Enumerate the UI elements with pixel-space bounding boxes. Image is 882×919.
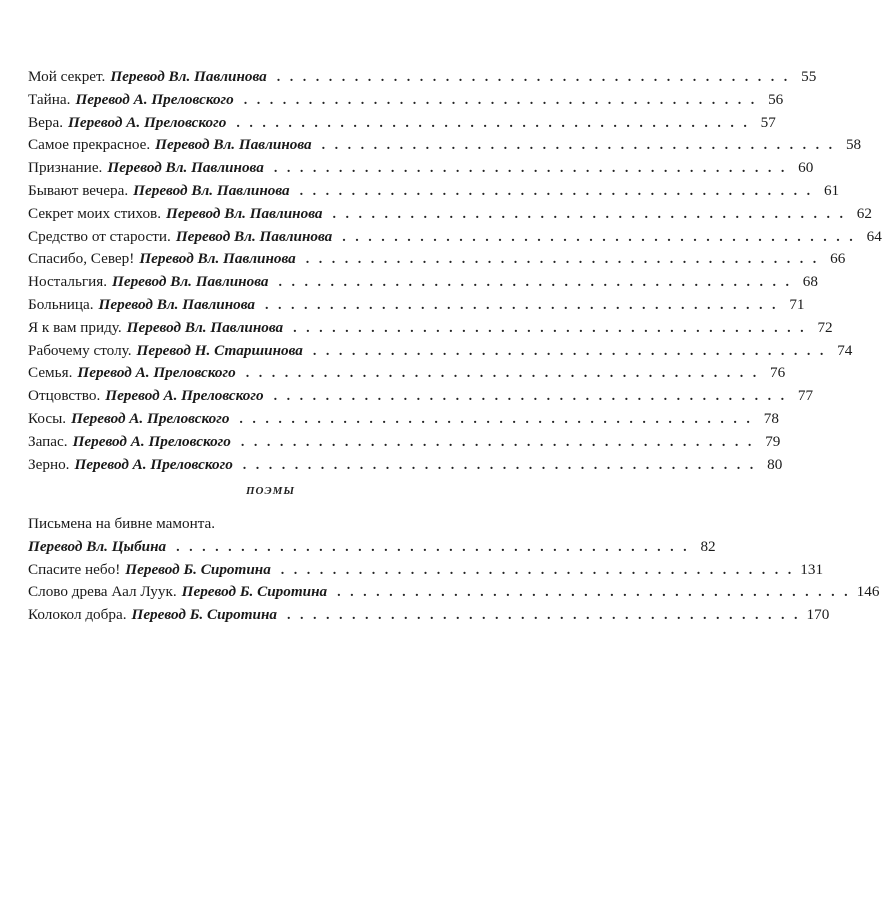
dot-leader: . . . . . . . . . . . . . . . . . . . . . . . . . . . . . . . . . . . . . . . . bbox=[245, 366, 760, 382]
toc-entry-title: Отцовство. bbox=[28, 387, 101, 405]
toc-entry bbox=[28, 294, 805, 317]
toc-entry-translator: Перевод А. Преловского bbox=[74, 455, 233, 473]
toc-entry-page: 61 bbox=[823, 181, 840, 199]
toc-entry-page: 131 bbox=[800, 560, 824, 578]
toc-entry bbox=[28, 536, 716, 559]
toc-entry-page: 80 bbox=[767, 455, 783, 473]
toc-entry bbox=[28, 134, 862, 157]
toc-entry-translator: Перевод А. Преловского bbox=[71, 409, 230, 427]
toc-entry-title: Запас. bbox=[28, 432, 68, 450]
toc-entry-translator: Перевод А. Преловского bbox=[75, 90, 234, 108]
toc-entry bbox=[28, 66, 817, 89]
toc-entry-title: Средство от старости. bbox=[28, 227, 171, 245]
dot-leader: . . . . . . . . . . . . . . . . . . . . . . . . . . . . . . . . . . . . . . . . bbox=[236, 115, 750, 131]
toc-entry-translator: Перевод Вл. Павлинова bbox=[126, 318, 284, 336]
toc-entry bbox=[28, 340, 853, 363]
section-heading-poems: ПОЭМЫ bbox=[245, 485, 296, 497]
dot-leader: . . . . . . . . . . . . . . . . . . . . . . . . . . . . . . . . . . . . . . . . bbox=[287, 608, 801, 624]
toc-entry-page: 56 bbox=[768, 90, 784, 108]
toc-entry bbox=[28, 203, 872, 226]
dot-leader: . . . . . . . . . . . . . . . . . . . . . . . . . . . . . . . . . . . . . . . . bbox=[242, 457, 757, 473]
toc-entry-page: 66 bbox=[830, 250, 846, 268]
toc-entry-translator: Перевод Н. Старшинова bbox=[136, 341, 303, 359]
poems-contents bbox=[28, 513, 880, 627]
toc-entry-title: Признание. bbox=[28, 159, 103, 177]
dot-leader: . . . . . . . . . . . . . . . . . . . . . . . . . . . . . . . . . . . . . . . . bbox=[299, 183, 814, 199]
dot-leader: . . . . . . . . . . . . . . . . . . . . . . . . . . . . . . . . . . . . . . . . bbox=[337, 585, 851, 601]
dot-leader: . . . . . . . . . . . . . . . . . . . . . . . . . . . . . . . . . . . . . . . . bbox=[273, 161, 788, 177]
toc-entry-title: Ностальгия. bbox=[28, 273, 108, 291]
toc-entry-translator: Перевод А. Преловского bbox=[72, 432, 231, 450]
toc-entry bbox=[28, 112, 776, 135]
toc-entry bbox=[28, 180, 840, 203]
toc-entry-page: 55 bbox=[801, 68, 817, 85]
toc-entry bbox=[28, 226, 882, 249]
dot-leader: . . . . . . . . . . . . . . . . . . . . . . . . . . . . . . . . . . . . . . . . bbox=[280, 562, 795, 578]
dot-leader: . . . . . . . . . . . . . . . . . . . . . . . . . . . . . . . . . . . . . . . . bbox=[243, 92, 758, 108]
dot-leader: . . . . . . . . . . . . . . . . . . . . . . . . . . . . . . . . . . . . . . . . bbox=[312, 343, 827, 359]
toc-entry-title: Спасибо, Север! bbox=[28, 250, 135, 268]
toc-entry-translator: Перевод Вл. Цыбина bbox=[28, 537, 167, 555]
toc-entry-page: 60 bbox=[798, 159, 814, 177]
toc-entry-title: Колокол добра. bbox=[28, 606, 127, 624]
toc-entry-translator: Перевод Вл. Павлинова bbox=[110, 68, 267, 85]
toc-entry-page: 74 bbox=[837, 341, 853, 359]
dot-leader: . . . . . . . . . . . . . . . . . . . . . . . . . . . . . . . . . . . . . . . . bbox=[273, 389, 788, 405]
dot-leader: . . . . . . . . . . . . . . . . . . . . . . . . . . . . . . . . . . . . . . . . bbox=[321, 138, 836, 154]
toc-entry-page: 57 bbox=[760, 113, 776, 131]
toc-entry bbox=[28, 604, 830, 627]
toc-entry-page: 58 bbox=[845, 136, 862, 154]
toc-entry-page: 62 bbox=[856, 204, 872, 222]
toc-entry-title: Больница. bbox=[28, 295, 94, 313]
dot-leader: . . . . . . . . . . . . . . . . . . . . . . . . . . . . . . . . . . . . . . . . bbox=[332, 206, 846, 222]
toc-entry bbox=[28, 271, 818, 294]
toc-entry-translator: Перевод А. Преловского bbox=[77, 364, 236, 382]
dot-leader: . . . . . . . . . . . . . . . . . . . . . . . . . . . . . . . . . . . . . . . . bbox=[305, 252, 820, 268]
dot-leader: . . . . . . . . . . . . . . . . . . . . . . . . . . . . . . . . . . . . . . . . bbox=[176, 539, 690, 555]
toc-entry bbox=[28, 362, 786, 385]
toc-entry-title: Самое прекрасное. bbox=[28, 136, 151, 154]
toc-entry-translator: Перевод А. Преловского bbox=[68, 113, 227, 131]
toc-entry-translator: Перевод Вл. Павлинова bbox=[166, 204, 323, 222]
dot-leader: . . . . . . . . . . . . . . . . . . . . . . . . . . . . . . . . . . . . . . . . bbox=[293, 320, 807, 336]
toc-entry bbox=[28, 89, 784, 112]
toc-entry-title: Тайна. bbox=[28, 90, 71, 108]
toc-entry-page: 71 bbox=[789, 295, 805, 313]
toc-entry-translator: Перевод Вл. Павлинова bbox=[133, 181, 290, 199]
toc-entry-title: Зерно. bbox=[28, 455, 70, 473]
toc-entry bbox=[28, 317, 833, 340]
toc-entry-title: Письмена на бивне мамонта. bbox=[28, 515, 216, 532]
toc-entry bbox=[28, 248, 846, 271]
dot-leader: . . . . . . . . . . . . . . . . . . . . . . . . . . . . . . . . . . . . . . . . bbox=[278, 275, 792, 291]
toc-entry bbox=[28, 157, 814, 180]
toc-entry-page: 77 bbox=[797, 387, 814, 405]
toc-entry-translator: Перевод Вл. Павлинова bbox=[155, 136, 312, 154]
toc-entry bbox=[28, 581, 880, 604]
toc-entry-title: Семья. bbox=[28, 364, 73, 382]
toc-entry-title: Рабочему столу. bbox=[28, 341, 132, 359]
toc-entry-title: Мой секрет. bbox=[28, 68, 106, 85]
toc-entry-page: 76 bbox=[770, 364, 786, 382]
toc-entry-translator: Перевод Вл. Павлинова bbox=[112, 273, 269, 291]
toc-entry-page: 68 bbox=[802, 273, 818, 291]
toc-entry-title: Бывают вечера. bbox=[28, 181, 129, 199]
toc-entry bbox=[28, 431, 781, 454]
toc-entry-page: 79 bbox=[765, 432, 781, 450]
toc-entry bbox=[28, 559, 824, 582]
toc-entry-title: Вера. bbox=[28, 113, 64, 131]
toc-entry-page: 170 bbox=[806, 606, 830, 624]
dot-leader: . . . . . . . . . . . . . . . . . . . . . . . . . . . . . . . . . . . . . . . . bbox=[239, 411, 753, 427]
toc-entry bbox=[28, 454, 783, 477]
dot-leader: . . . . . . . . . . . . . . . . . . . . . . . . . . . . . . . . . . . . . . . . bbox=[265, 297, 779, 313]
toc-entry-translator: Перевод Б. Сиротина bbox=[181, 583, 328, 601]
toc-entry-title: Секрет моих стихов. bbox=[28, 204, 162, 222]
toc-entry-page: 78 bbox=[763, 409, 779, 427]
toc-entry-page: 72 bbox=[817, 318, 833, 336]
toc-entry-translator: Перевод Б. Сиротина bbox=[131, 606, 277, 624]
toc-entry-title: Я к вам приду. bbox=[28, 318, 122, 336]
toc-entry-title-line bbox=[28, 513, 490, 536]
toc-entry bbox=[28, 385, 814, 408]
toc-entry-translator: Перевод А. Преловского bbox=[105, 387, 264, 405]
toc-entry-page: 64 bbox=[866, 227, 882, 245]
toc-entry-translator: Перевод Б. Сиротина bbox=[125, 560, 271, 578]
toc-entry-title: Спасите небо! bbox=[28, 560, 121, 578]
dot-leader: . . . . . . . . . . . . . . . . . . . . . . . . . . . . . . . . . . . . . . . . bbox=[240, 434, 755, 450]
toc-entry-translator: Перевод Вл. Павлинова bbox=[175, 227, 333, 245]
toc-entry-title: Косы. bbox=[28, 409, 67, 427]
toc-entry-translator: Перевод Вл. Павлинова bbox=[107, 159, 264, 177]
dot-leader: . . . . . . . . . . . . . . . . . . . . . . . . . . . . . . . . . . . . . . . . bbox=[342, 229, 856, 245]
toc-entry-translator: Перевод Вл. Павлинова bbox=[98, 295, 255, 313]
toc-entry-page: 82 bbox=[700, 537, 716, 555]
table-of-contents bbox=[28, 66, 882, 476]
toc-entry-page: 146 bbox=[856, 583, 880, 601]
toc-entry-translator: Перевод Вл. Павлинова bbox=[139, 250, 296, 268]
toc-entry-title: Слово древа Аал Луук. bbox=[28, 583, 177, 601]
dot-leader: . . . . . . . . . . . . . . . . . . . . . . . . . . . . . . . . . . . . . . . . bbox=[276, 70, 791, 85]
toc-entry bbox=[28, 408, 779, 431]
